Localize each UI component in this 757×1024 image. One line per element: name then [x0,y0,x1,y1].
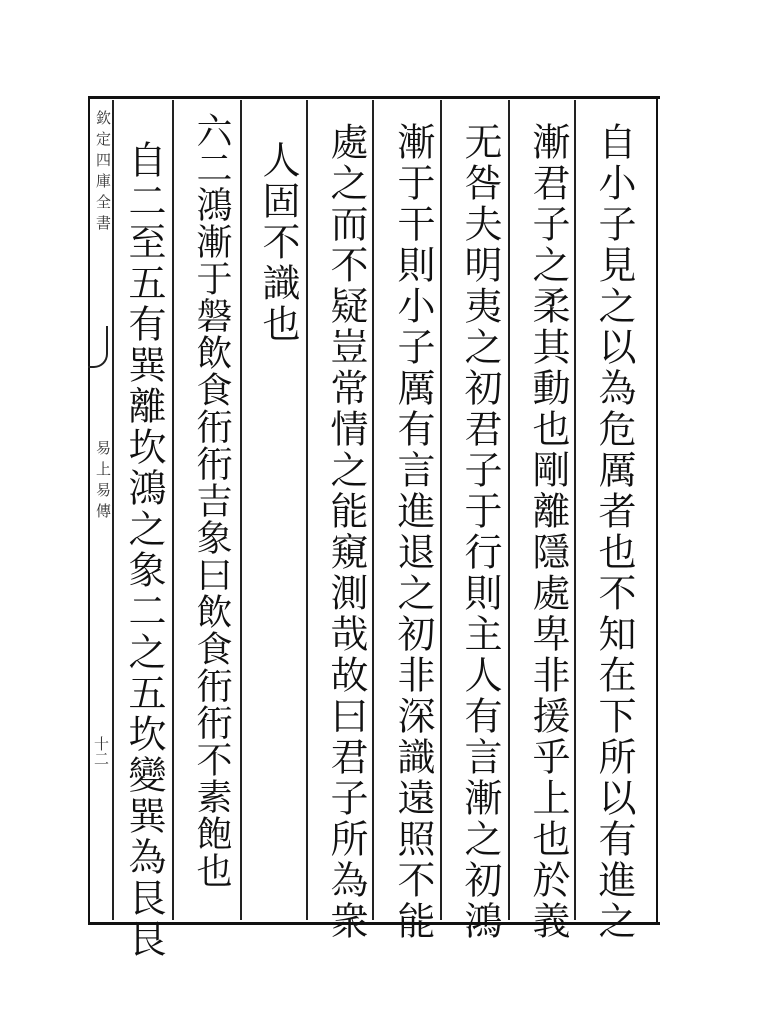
frame-top-border [90,96,660,99]
text-column-1: 自小子見之以為危厲者也不知在下所以有進之 [592,122,636,942]
column-rule [172,100,174,920]
column-rule [508,100,510,920]
book-title: 易上易傳 [94,440,112,524]
text-column-6: 人固不識也 [256,140,300,345]
frame-bottom-border [90,922,660,925]
frame-left-border [88,96,90,925]
fish-tail-mark [88,326,108,368]
column-rule [240,100,242,920]
text-column-4: 漸于干則小子厲有言進退之初非深識遠照不能 [391,122,435,942]
frame-right-border [656,96,658,925]
text-column-7: 六二鴻漸于磐飲食衎衎吉象曰飲食衎衎不素飽也 [191,112,232,889]
column-rule [306,100,308,920]
column-rule [440,100,442,920]
text-column-5: 處之而不疑豈常情之能窺測哉故曰君子所為衆 [324,122,368,942]
page-number: 十二 [92,736,110,766]
column-rule [372,100,374,920]
text-column-8: 自二至五有巽離坎鴻之象二之五坎變巽為艮艮 [122,140,166,960]
text-column-3: 无咎夫明夷之初君子于行則主人有言漸之初鴻 [458,122,502,942]
running-title: 欽定四庫全書 [94,110,112,236]
column-rule [574,100,576,920]
column-rule [112,100,114,920]
text-column-2: 漸君子之柔其動也剛離隱處卑非援乎上也於義 [526,122,570,942]
